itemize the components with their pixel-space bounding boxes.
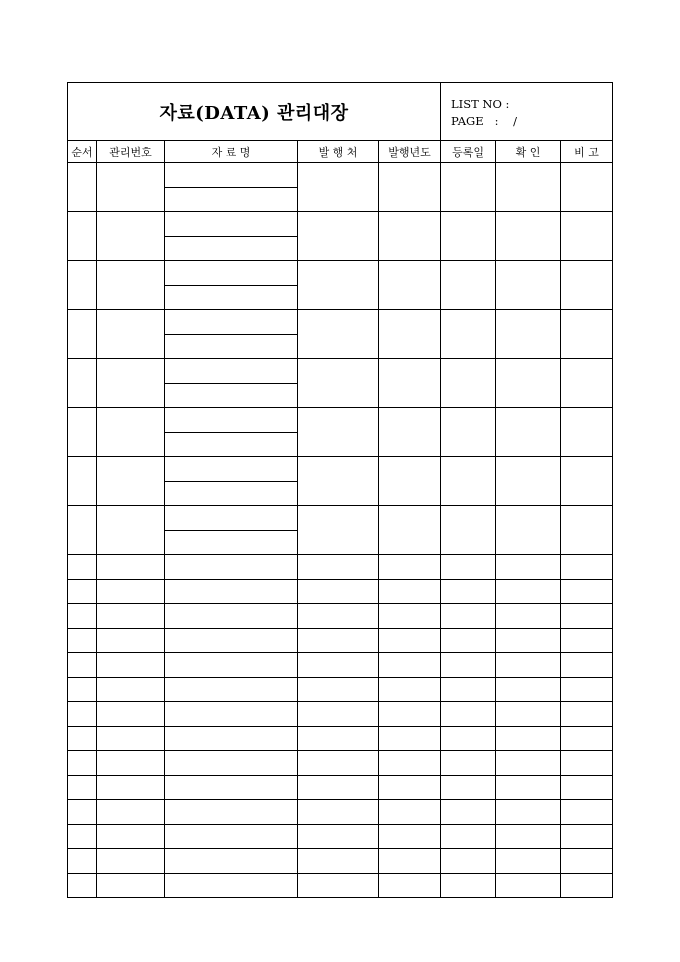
- publisher-cell[interactable]: [298, 702, 379, 727]
- name-cell[interactable]: [165, 334, 298, 359]
- seq-cell[interactable]: [68, 359, 97, 408]
- seq-cell[interactable]: [68, 726, 97, 751]
- year-cell[interactable]: [379, 726, 441, 751]
- publisher-cell[interactable]: [298, 604, 379, 629]
- name-cell[interactable]: [165, 702, 298, 727]
- record-row: [68, 849, 613, 874]
- note-cell[interactable]: [561, 457, 613, 506]
- registered-cell[interactable]: [441, 849, 496, 874]
- name-cell[interactable]: [165, 604, 298, 629]
- record-row: [68, 653, 613, 678]
- column-header-publisher: 발 행 처: [298, 141, 379, 163]
- note-cell[interactable]: [561, 873, 613, 898]
- confirm-cell[interactable]: [496, 726, 561, 751]
- record-row: [68, 604, 613, 629]
- column-header-seq: 순서: [68, 141, 97, 163]
- seq-cell[interactable]: [68, 261, 97, 310]
- confirm-cell[interactable]: [496, 261, 561, 310]
- note-cell[interactable]: [561, 677, 613, 702]
- note-cell[interactable]: [561, 310, 613, 359]
- seq-cell[interactable]: [68, 579, 97, 604]
- name-cell[interactable]: [165, 800, 298, 825]
- mgmt-no-cell[interactable]: [97, 824, 165, 849]
- registered-cell[interactable]: [441, 310, 496, 359]
- mgmt-no-cell[interactable]: [97, 604, 165, 629]
- name-cell[interactable]: [165, 310, 298, 335]
- mgmt-no-cell[interactable]: [97, 653, 165, 678]
- publisher-cell[interactable]: [298, 824, 379, 849]
- note-cell[interactable]: [561, 775, 613, 800]
- confirm-cell[interactable]: [496, 163, 561, 212]
- name-cell[interactable]: [165, 212, 298, 237]
- seq-cell[interactable]: [68, 310, 97, 359]
- register-form: [67, 82, 612, 901]
- mgmt-no-cell[interactable]: [97, 579, 165, 604]
- record-row: [68, 873, 613, 898]
- seq-cell[interactable]: [68, 775, 97, 800]
- confirm-cell[interactable]: [496, 579, 561, 604]
- publisher-cell[interactable]: [298, 163, 379, 212]
- list-info: [441, 83, 613, 141]
- publisher-cell[interactable]: [298, 359, 379, 408]
- publisher-cell[interactable]: [298, 408, 379, 457]
- note-cell[interactable]: [561, 408, 613, 457]
- mgmt-no-cell[interactable]: [97, 677, 165, 702]
- name-cell[interactable]: [165, 653, 298, 678]
- note-cell[interactable]: [561, 579, 613, 604]
- year-cell[interactable]: [379, 800, 441, 825]
- mgmt-no-cell[interactable]: [97, 261, 165, 310]
- record-row: [68, 800, 613, 825]
- publisher-cell[interactable]: [298, 457, 379, 506]
- list-no-label: LIST NO :: [451, 96, 510, 111]
- publisher-cell[interactable]: [298, 775, 379, 800]
- name-cell[interactable]: [165, 555, 298, 580]
- confirm-cell[interactable]: [496, 824, 561, 849]
- confirm-cell[interactable]: [496, 800, 561, 825]
- year-cell[interactable]: [379, 359, 441, 408]
- publisher-cell[interactable]: [298, 212, 379, 261]
- name-cell[interactable]: [165, 383, 298, 408]
- registered-cell[interactable]: [441, 800, 496, 825]
- publisher-cell[interactable]: [298, 677, 379, 702]
- year-cell[interactable]: [379, 702, 441, 727]
- record-group-top: [68, 212, 613, 237]
- record-group-top: [68, 457, 613, 482]
- registered-cell[interactable]: [441, 824, 496, 849]
- publisher-cell[interactable]: [298, 310, 379, 359]
- year-cell[interactable]: [379, 555, 441, 580]
- registered-cell[interactable]: [441, 604, 496, 629]
- column-header-year: 발행년도: [379, 141, 441, 163]
- note-cell[interactable]: [561, 824, 613, 849]
- record-row: [68, 628, 613, 653]
- confirm-cell[interactable]: [496, 702, 561, 727]
- confirm-cell[interactable]: [496, 849, 561, 874]
- column-header-confirm: 확 인: [496, 141, 561, 163]
- registered-cell[interactable]: [441, 726, 496, 751]
- name-cell[interactable]: [165, 873, 298, 898]
- confirm-cell[interactable]: [496, 751, 561, 776]
- publisher-cell[interactable]: [298, 849, 379, 874]
- mgmt-no-cell[interactable]: [97, 849, 165, 874]
- year-cell[interactable]: [379, 677, 441, 702]
- confirm-cell[interactable]: [496, 628, 561, 653]
- note-cell[interactable]: [561, 751, 613, 776]
- name-cell[interactable]: [165, 481, 298, 506]
- name-cell[interactable]: [165, 506, 298, 531]
- confirm-cell[interactable]: [496, 873, 561, 898]
- confirm-cell[interactable]: [496, 555, 561, 580]
- registered-cell[interactable]: [441, 653, 496, 678]
- note-cell[interactable]: [561, 212, 613, 261]
- registered-cell[interactable]: [441, 751, 496, 776]
- year-cell[interactable]: [379, 873, 441, 898]
- year-cell[interactable]: [379, 604, 441, 629]
- seq-cell[interactable]: [68, 824, 97, 849]
- mgmt-no-cell[interactable]: [97, 726, 165, 751]
- name-cell[interactable]: [165, 187, 298, 212]
- year-cell[interactable]: [379, 212, 441, 261]
- year-cell[interactable]: [379, 849, 441, 874]
- seq-cell[interactable]: [68, 702, 97, 727]
- registered-cell[interactable]: [441, 628, 496, 653]
- note-cell[interactable]: [561, 359, 613, 408]
- note-cell[interactable]: [561, 506, 613, 555]
- record-row: [68, 677, 613, 702]
- column-header-registered: 등록일: [441, 141, 496, 163]
- mgmt-no-cell[interactable]: [97, 506, 165, 555]
- year-cell[interactable]: [379, 628, 441, 653]
- registered-cell[interactable]: [441, 579, 496, 604]
- registered-cell[interactable]: [441, 408, 496, 457]
- name-cell[interactable]: [165, 628, 298, 653]
- name-cell[interactable]: [165, 432, 298, 457]
- mgmt-no-cell[interactable]: [97, 628, 165, 653]
- publisher-cell[interactable]: [298, 751, 379, 776]
- publisher-cell[interactable]: [298, 506, 379, 555]
- seq-cell[interactable]: [68, 212, 97, 261]
- mgmt-no-cell[interactable]: [97, 310, 165, 359]
- record-group-top: [68, 163, 613, 188]
- seq-cell[interactable]: [68, 653, 97, 678]
- note-cell[interactable]: [561, 261, 613, 310]
- publisher-cell[interactable]: [298, 628, 379, 653]
- note-cell[interactable]: [561, 849, 613, 874]
- registered-cell[interactable]: [441, 457, 496, 506]
- seq-cell[interactable]: [68, 751, 97, 776]
- name-cell[interactable]: [165, 775, 298, 800]
- record-group-top: [68, 261, 613, 286]
- confirm-cell[interactable]: [496, 653, 561, 678]
- note-cell[interactable]: [561, 555, 613, 580]
- note-cell[interactable]: [561, 800, 613, 825]
- confirm-cell[interactable]: [496, 506, 561, 555]
- confirm-cell[interactable]: [496, 677, 561, 702]
- registered-cell[interactable]: [441, 555, 496, 580]
- title-row: [68, 83, 613, 141]
- registered-cell[interactable]: [441, 163, 496, 212]
- name-cell[interactable]: [165, 261, 298, 286]
- name-cell[interactable]: [165, 849, 298, 874]
- publisher-cell[interactable]: [298, 726, 379, 751]
- mgmt-no-cell[interactable]: [97, 775, 165, 800]
- confirm-cell[interactable]: [496, 408, 561, 457]
- note-cell[interactable]: [561, 702, 613, 727]
- mgmt-no-cell[interactable]: [97, 163, 165, 212]
- name-cell[interactable]: [165, 726, 298, 751]
- record-row: [68, 555, 613, 580]
- column-header-note: 비 고: [561, 141, 613, 163]
- year-cell[interactable]: [379, 310, 441, 359]
- confirm-cell[interactable]: [496, 310, 561, 359]
- mgmt-no-cell[interactable]: [97, 359, 165, 408]
- document-title: 자료(DATA) 관리대장: [68, 83, 441, 141]
- name-cell[interactable]: [165, 579, 298, 604]
- record-row: [68, 824, 613, 849]
- name-cell[interactable]: [165, 408, 298, 433]
- record-group-top: [68, 506, 613, 531]
- publisher-cell[interactable]: [298, 800, 379, 825]
- year-cell[interactable]: [379, 408, 441, 457]
- year-cell[interactable]: [379, 261, 441, 310]
- name-cell[interactable]: [165, 285, 298, 310]
- mgmt-no-cell[interactable]: [97, 555, 165, 580]
- confirm-cell[interactable]: [496, 775, 561, 800]
- name-cell[interactable]: [165, 359, 298, 384]
- record-group-top: [68, 310, 613, 335]
- registered-cell[interactable]: [441, 702, 496, 727]
- confirm-cell[interactable]: [496, 604, 561, 629]
- mgmt-no-cell[interactable]: [97, 408, 165, 457]
- record-row: [68, 751, 613, 776]
- note-cell[interactable]: [561, 163, 613, 212]
- seq-cell[interactable]: [68, 849, 97, 874]
- year-cell[interactable]: [379, 163, 441, 212]
- seq-cell[interactable]: [68, 506, 97, 555]
- name-cell[interactable]: [165, 824, 298, 849]
- record-row: [68, 702, 613, 727]
- year-cell[interactable]: [379, 653, 441, 678]
- mgmt-no-cell[interactable]: [97, 212, 165, 261]
- note-cell[interactable]: [561, 726, 613, 751]
- mgmt-no-cell[interactable]: [97, 751, 165, 776]
- confirm-cell[interactable]: [496, 212, 561, 261]
- registered-cell[interactable]: [441, 261, 496, 310]
- registered-cell[interactable]: [441, 212, 496, 261]
- column-header-row: [68, 141, 613, 163]
- record-row: [68, 775, 613, 800]
- publisher-cell[interactable]: [298, 873, 379, 898]
- seq-cell[interactable]: [68, 163, 97, 212]
- mgmt-no-cell[interactable]: [97, 800, 165, 825]
- seq-cell[interactable]: [68, 873, 97, 898]
- year-cell[interactable]: [379, 751, 441, 776]
- name-cell[interactable]: [165, 236, 298, 261]
- page-label: PAGE : /: [451, 113, 517, 128]
- note-cell[interactable]: [561, 653, 613, 678]
- year-cell[interactable]: [379, 457, 441, 506]
- registered-cell[interactable]: [441, 359, 496, 408]
- name-cell[interactable]: [165, 530, 298, 555]
- record-group-top: [68, 359, 613, 384]
- column-header-name: 자 료 명: [165, 141, 298, 163]
- year-cell[interactable]: [379, 775, 441, 800]
- seq-cell[interactable]: [68, 800, 97, 825]
- register-table: [67, 82, 613, 898]
- name-cell[interactable]: [165, 163, 298, 188]
- mgmt-no-cell[interactable]: [97, 457, 165, 506]
- record-group-top: [68, 408, 613, 433]
- publisher-cell[interactable]: [298, 555, 379, 580]
- confirm-cell[interactable]: [496, 359, 561, 408]
- seq-cell[interactable]: [68, 408, 97, 457]
- seq-cell[interactable]: [68, 604, 97, 629]
- year-cell[interactable]: [379, 824, 441, 849]
- registered-cell[interactable]: [441, 775, 496, 800]
- record-row: [68, 579, 613, 604]
- registered-cell[interactable]: [441, 677, 496, 702]
- mgmt-no-cell[interactable]: [97, 702, 165, 727]
- seq-cell[interactable]: [68, 457, 97, 506]
- year-cell[interactable]: [379, 579, 441, 604]
- seq-cell[interactable]: [68, 555, 97, 580]
- mgmt-no-cell[interactable]: [97, 873, 165, 898]
- name-cell[interactable]: [165, 677, 298, 702]
- publisher-cell[interactable]: [298, 653, 379, 678]
- registered-cell[interactable]: [441, 506, 496, 555]
- column-header-mgmt-no: 관리번호: [97, 141, 165, 163]
- name-cell[interactable]: [165, 751, 298, 776]
- publisher-cell[interactable]: [298, 579, 379, 604]
- seq-cell[interactable]: [68, 677, 97, 702]
- note-cell[interactable]: [561, 604, 613, 629]
- note-cell[interactable]: [561, 628, 613, 653]
- record-row: [68, 726, 613, 751]
- name-cell[interactable]: [165, 457, 298, 482]
- seq-cell[interactable]: [68, 628, 97, 653]
- publisher-cell[interactable]: [298, 261, 379, 310]
- registered-cell[interactable]: [441, 873, 496, 898]
- year-cell[interactable]: [379, 506, 441, 555]
- confirm-cell[interactable]: [496, 457, 561, 506]
